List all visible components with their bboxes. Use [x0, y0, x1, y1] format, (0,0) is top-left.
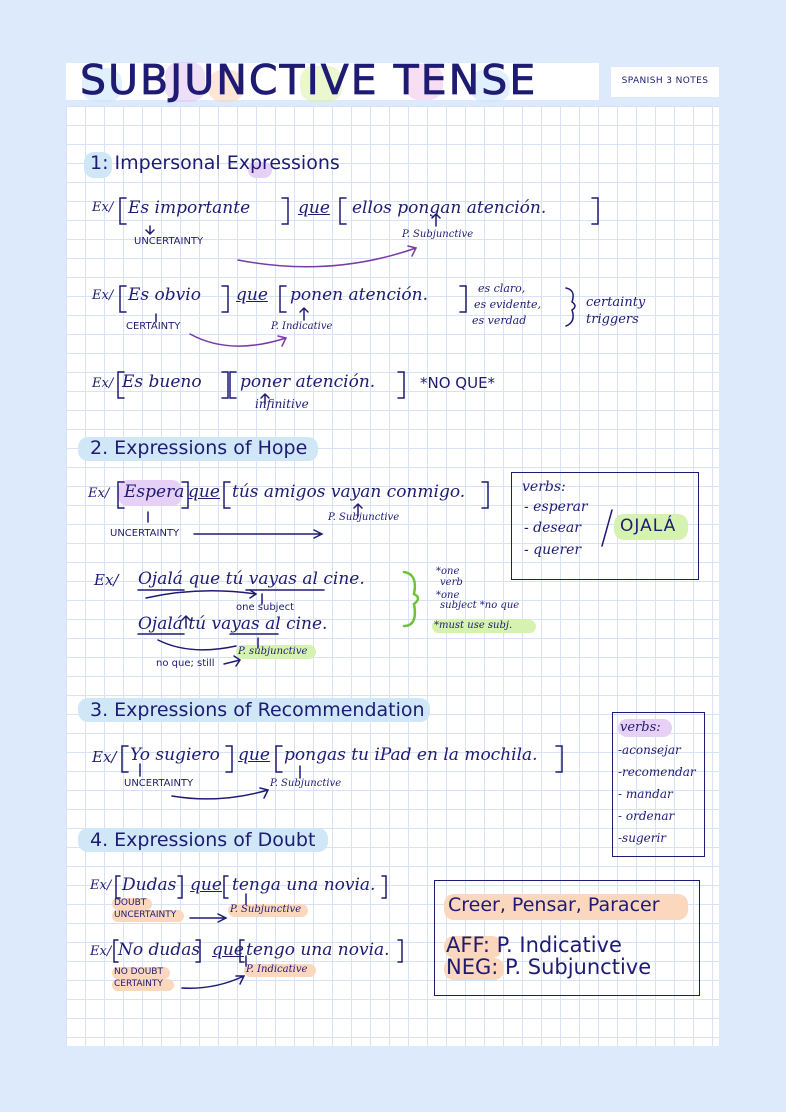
no-que-note: *NO QUE* [420, 374, 496, 392]
verb-item: -sugerir [618, 831, 667, 845]
example-prefix: Ex/ [92, 748, 117, 766]
annotation-one-subject: one subject [236, 602, 295, 613]
side-note: *must use subj. [434, 620, 513, 631]
annotation-mood: P. subjunctive [238, 646, 308, 657]
example-prefix: Ex/ [92, 200, 114, 215]
side-note: verb [440, 577, 463, 588]
side-note: subject *no que [440, 600, 520, 611]
header-note: SPANISH 3 NOTES [621, 76, 709, 86]
annotation-certainty: CERTAINTY [114, 979, 163, 989]
verb-item: - mandar [618, 787, 673, 801]
annotation-mood: P. Subjunctive [270, 778, 342, 789]
example-que: que [298, 198, 330, 218]
annotation-certainty: CERTAINTY [126, 321, 181, 332]
verbs-title: verbs: [620, 720, 661, 735]
annotation-uncertainty: UNCERTAINTY [134, 236, 204, 247]
annotation-no-doubt: NO DOUBT [114, 967, 163, 977]
example-sentence: Ojalá que tú vayas al cine. [138, 569, 365, 589]
ojala-label: OJALÁ [620, 516, 677, 536]
example-clause: tenga una novia. [232, 875, 376, 895]
rule-title: Creer, Pensar, Paracer [448, 894, 660, 916]
example-prefix: Ex/ [92, 376, 114, 391]
example-que: que [188, 482, 220, 502]
verb-item: - querer [524, 542, 582, 558]
annotation-mood: P. Subjunctive [328, 512, 400, 523]
trigger-label: triggers [586, 312, 639, 327]
example-clause: tús amigos vayan conmigo. [232, 482, 466, 502]
example-clause: tengo una novia. [246, 940, 390, 960]
trigger-item: es evidente, [474, 298, 541, 311]
example-prefix: Ex/ [90, 944, 112, 959]
example-que: que [238, 745, 270, 765]
example-que: que [236, 285, 268, 305]
example-que: que [190, 875, 222, 895]
section-heading: 4. Expressions of Doubt [90, 829, 316, 851]
annotation-doubt: DOUBT [114, 898, 147, 908]
side-note: *one [436, 566, 460, 577]
example-clause: Es bueno [122, 372, 202, 392]
example-clause: Espera [124, 482, 185, 502]
trigger-item: es verdad [472, 314, 527, 327]
annotation-mood: P. Indicative [271, 321, 333, 332]
side-note: *one [436, 590, 460, 601]
example-clause: ponen atención. [290, 285, 429, 305]
annotation-uncertainty: UNCERTAINTY [110, 528, 180, 539]
page-title: SUBJUNCTIVE TENSE [80, 56, 538, 104]
example-clause: pongas tu iPad en la mochila. [284, 745, 538, 765]
verb-item: - desear [524, 520, 581, 536]
example-que: que [212, 940, 244, 960]
verb-item: - ordenar [618, 809, 675, 823]
annotation-uncertainty: UNCERTAINTY [124, 778, 194, 789]
annotation-mood: P. Subjunctive [402, 229, 474, 240]
annotation-uncertainty: UNCERTAINTY [114, 910, 177, 920]
example-prefix: Ex/ [90, 878, 112, 893]
verb-item: -recomendar [618, 765, 696, 779]
rule-negative: NEG: P. Subjunctive [446, 955, 652, 979]
section-heading: 3. Expressions of Recommendation [90, 699, 425, 721]
example-clause: No dudas [118, 940, 201, 960]
example-clause: Es importante [128, 198, 251, 218]
example-prefix: Ex/ [88, 486, 110, 501]
verb-item: -aconsejar [618, 743, 681, 757]
verb-item: - esperar [524, 499, 588, 515]
example-clause: Dudas [122, 875, 177, 895]
trigger-item: es claro, [478, 282, 526, 295]
example-prefix: Ex/ [94, 571, 119, 589]
example-clause: poner atención. [240, 372, 376, 392]
rule-affirmative: AFF: P. Indicative [446, 933, 622, 957]
example-clause: Es obvio [128, 285, 201, 305]
example-clause: Yo sugiero [130, 745, 220, 765]
annotation-mood: P. Indicative [246, 964, 308, 975]
annotation-no-que: no que; still [156, 658, 215, 669]
example-sentence: Ojalá tú vayas al cine. [138, 614, 328, 634]
annotation-infinitive: infinitive [255, 397, 309, 411]
trigger-label: certainty [586, 295, 646, 310]
example-prefix: Ex/ [92, 288, 114, 303]
section-heading: 1: Impersonal Expressions [90, 152, 340, 174]
verbs-title: verbs: [522, 479, 566, 495]
example-clause: ellos pongan atención. [352, 198, 547, 218]
section-heading: 2. Expressions of Hope [90, 437, 308, 459]
annotation-mood: P. Subjunctive [230, 904, 302, 915]
